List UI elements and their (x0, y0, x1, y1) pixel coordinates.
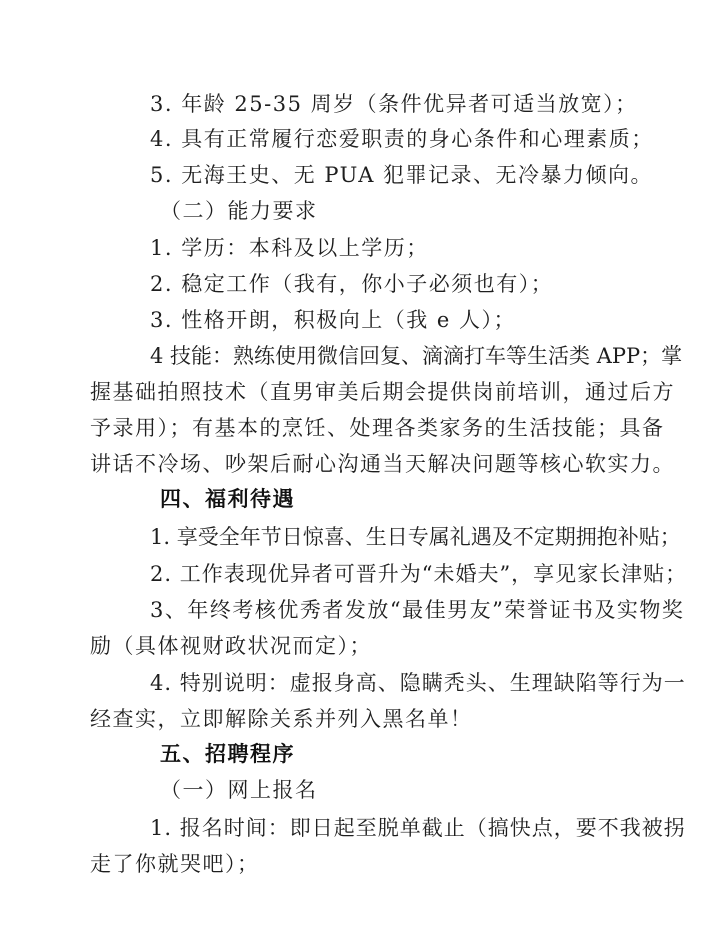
requirement-age: 3. 年龄 25-35 周岁（条件优异者可适当放宽）； (150, 92, 638, 116)
benefit-holidays: 1. 享受全年节日惊喜、生日专属礼遇及不定期拥抱补贴； (150, 525, 681, 549)
ability-skills-line-1: 4 技能：熟练使用微信回复、滴滴打车等生活类 APP；掌 (150, 344, 683, 368)
registration-time-line-2: 走了你就哭吧）； (90, 852, 260, 876)
ability-personality: 3. 性格开朗，积极向上（我 e 人）； (150, 308, 516, 332)
subheading-ability: （二）能力要求 (160, 199, 318, 223)
heading-benefits: 四、福利待遇 (160, 487, 295, 511)
special-note-line-1: 4. 特别说明：虚报身高、隐瞒秃头、生理缺陷等行为一 (150, 671, 686, 695)
ability-skills-line-3: 予录用）；有基本的烹饪、处理各类家务的生活技能；具备 (90, 416, 665, 440)
ability-education: 1. 学历：本科及以上学历； (150, 236, 429, 260)
benefit-award-line-1: 3、年终考核优秀者发放“最佳男友”荣誉证书及实物奖 (150, 598, 685, 622)
subheading-online-registration: （一）网上报名 (160, 778, 318, 802)
benefit-promotion: 2. 工作表现优异者可晋升为“未婚夫”，享见家长津贴； (150, 562, 688, 586)
requirement-record: 5. 无海王史、无 PUA 犯罪记录、无冷暴力倾向。 (150, 163, 654, 187)
registration-time-line-1: 1. 报名时间：即日起至脱单截止（搞快点，要不我被拐 (150, 816, 686, 840)
requirement-health: 4. 具有正常履行恋爱职责的身心条件和心理素质； (150, 127, 654, 151)
heading-procedure: 五、招聘程序 (160, 742, 295, 766)
ability-job: 2. 稳定工作（我有，你小子必须也有）； (150, 272, 554, 296)
ability-skills-line-4: 讲话不冷场、吵架后耐心沟通当天解决问题等核心软实力。 (90, 452, 675, 476)
special-note-line-2: 经查实，立即解除关系并列入黑名单！ (90, 707, 473, 731)
benefit-award-line-2: 励（具体视财政状况而定）； (90, 634, 372, 658)
ability-skills-line-2: 握基础拍照技术（直男审美后期会提供岗前培训，通过后方 (90, 380, 675, 404)
